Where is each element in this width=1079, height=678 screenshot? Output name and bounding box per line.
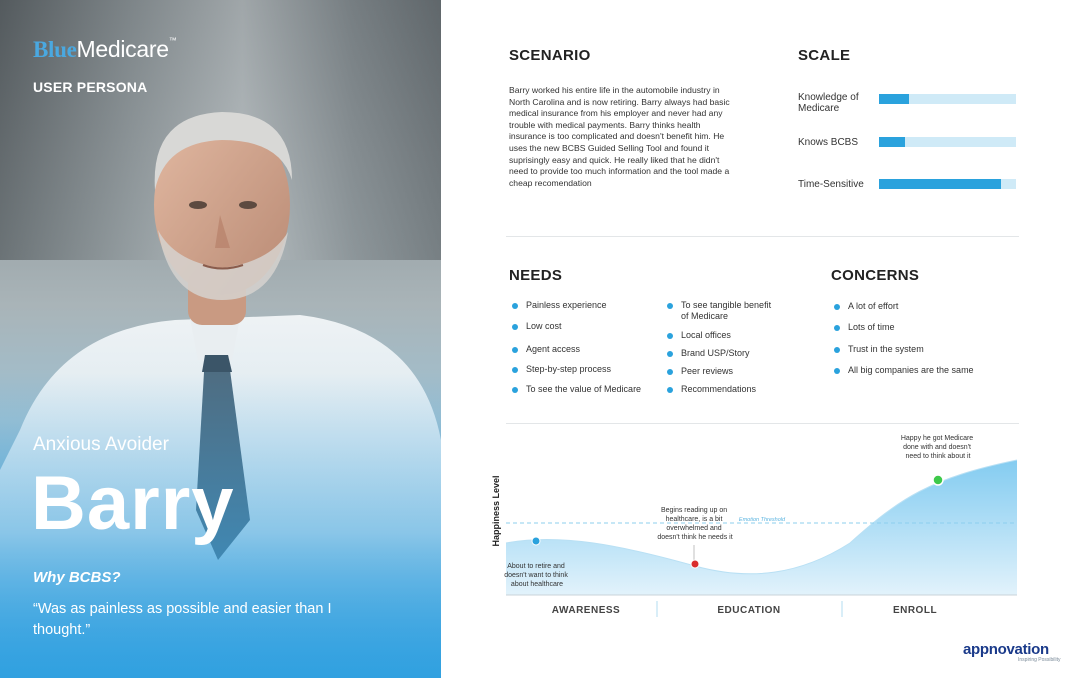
list-item: Brand USP/Story [667, 348, 750, 359]
list-item: Step-by-step process [512, 364, 611, 375]
persona-name: Barry [31, 461, 235, 546]
list-item: Local offices [667, 330, 731, 341]
emotion-threshold-label [739, 517, 786, 523]
concerns-title: CONCERNS [831, 267, 920, 284]
list-item: Agent access [512, 344, 580, 355]
scale-row-knows-bcbs [798, 137, 1018, 161]
y-axis-label: Happiness Level [491, 475, 501, 547]
appnovation-logo: appnovation [963, 641, 1049, 658]
journey-point-awareness [532, 537, 540, 545]
scale-track [879, 94, 1016, 104]
stage-awareness: AWARENESS [551, 605, 621, 616]
journey-point-education [691, 560, 699, 568]
why-title: Why BCBS? [33, 569, 121, 586]
persona-photo-panel [0, 0, 441, 678]
scale-fill [879, 137, 905, 147]
scale-title: SCALE [798, 47, 851, 64]
scale-row-time-sensitive [798, 179, 1018, 203]
journey-chart [491, 423, 1025, 623]
scale-track [879, 137, 1016, 147]
threshold-line-1: Emotion Threshold [738, 517, 786, 523]
scale-label: Knows BCBS [798, 137, 859, 148]
scenario-text: Barry worked his entire life in the automobile industry in North Carolina and is now retiring. Barry always had basic medical insurance from his employer and never had any trouble with medical payments. Barry thinks health insurance is too complicated and doesn't benefit him. He uses the new BCBS Guided Selling Tool and found it suprisingly easy and quick. He really liked that he didn't need to provide too much information and the tool made a cheap recomendation [509, 85, 730, 188]
list-item: Trust in the system [834, 344, 924, 355]
list-item: All big companies are the same [834, 365, 974, 376]
scale-label: Knowledge of Medicare [798, 92, 859, 114]
journey-note-education: Begins reading up on healthcare, is a bit overwhelmed and doesn't think he needs it [657, 507, 733, 541]
stage-education: EDUCATION [717, 605, 781, 616]
list-item: To see tangible benefit of Medicare [667, 300, 781, 322]
persona-quote: “Was as painless as possible and easier than I thought.” [33, 601, 332, 638]
appnovation-tagline: Inspiring Possibility [1018, 657, 1061, 663]
blue-medicare-logo: BlueMedicare™ [33, 36, 177, 62]
journey-note-enroll: Happy he got Medicare done with and doesn't need to think about it [900, 435, 974, 460]
list-item: Low cost [512, 321, 562, 332]
journey-point-enroll [933, 475, 943, 485]
scenario-title: SCENARIO [509, 47, 591, 64]
scale-fill [879, 94, 909, 104]
list-item: Lots of time [834, 322, 895, 333]
journey-note-awareness: About to retire and doesn't want to think about healthcare [504, 563, 568, 588]
user-persona-label: USER PERSONA [33, 79, 148, 95]
list-item: Peer reviews [667, 366, 733, 377]
scale-row-knowledge [798, 92, 1018, 116]
persona-archetype: Anxious Avoider [33, 434, 169, 455]
scale-label: Time-Sensitive [798, 179, 864, 190]
section-divider [506, 236, 1019, 237]
list-item: To see the value of Medicare [512, 384, 641, 395]
needs-title: NEEDS [509, 267, 563, 284]
scale-track [879, 179, 1016, 189]
list-item: Recommendations [667, 384, 756, 395]
list-item: Painless experience [512, 300, 607, 311]
scale-fill [879, 179, 1001, 189]
stage-enroll: ENROLL [892, 605, 938, 616]
list-item: A lot of effort [834, 301, 898, 312]
